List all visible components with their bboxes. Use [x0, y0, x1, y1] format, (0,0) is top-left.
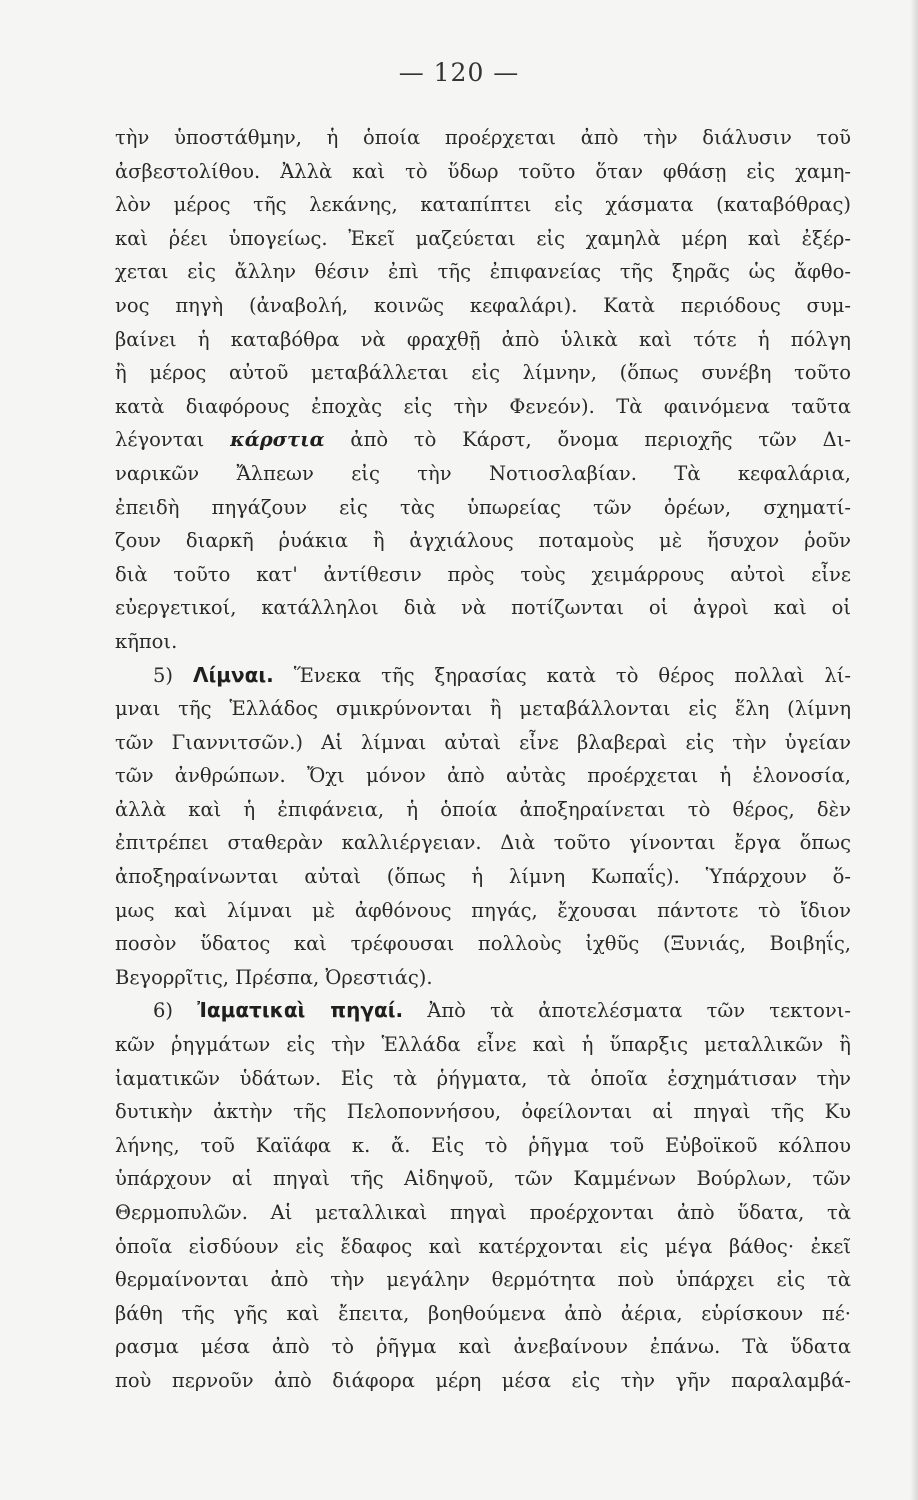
- text-line: βαίνει ἡ καταβόθρα νὰ φραχθῇ ἀπὸ ὑλικὰ καὶ τότε ἡ πόλγη: [115, 327, 851, 351]
- text-line: κῶν ῥηγμάτων εἰς τὴν Ἑλλάδα εἶνε καὶ ἡ ὕπαρξις μεταλλικῶν ἢ: [115, 1033, 851, 1057]
- text-line: λὸν μέρος τῆς λεκάνης, καταπίπτει εἰς χάσματα (καταβόθρας): [115, 193, 851, 217]
- text-fragment: Ἀπὸ τὰ ἀποτελέσματα τῶν τεκτονι-: [403, 999, 851, 1023]
- section-heading-line: [115, 659, 851, 693]
- text-line: μναι τῆς Ἑλλάδος σμικρύνονται ἢ μεταβάλλονται εἰς ἕλη (λίμνη: [115, 697, 851, 721]
- text-line: βάθη τῆς γῆς καὶ ἔπειτα, βοηθούμενα ἀπὸ ἀέρια, εὑρίσκουν πέ·: [115, 1301, 851, 1325]
- text-line: ὑπάρχουν αἱ πηγαὶ τῆς Αἰδηψοῦ, τῶν Καμμένων Βούρλων, τῶν: [115, 1167, 851, 1191]
- text-line: εὐεργετικοί, κατάλληλοι διὰ νὰ ποτίζωνται οἱ ἀγροὶ καὶ οἱ: [115, 596, 851, 620]
- text-line: ἰαματικῶν ὑδάτων. Εἰς τὰ ῥήγματα, τὰ ὁποῖα ἐσχημάτισαν τὴν: [115, 1066, 851, 1090]
- text-line: ἢ μέρος αὐτοῦ μεταβάλλεται εἰς λίμνην, (ὅπως συνέβη τοῦτο: [115, 361, 851, 385]
- text-fragment: λέγονται: [115, 428, 231, 452]
- section-heading-line: [115, 994, 851, 1028]
- text-line: δυτικὴν ἀκτὴν τῆς Πελοποννήσου, ὀφείλονται αἱ πηγαὶ τῆς Κυ: [115, 1100, 851, 1124]
- text-line: νος πηγὴ (ἀναβολή, κοινῶς κεφαλάρι). Κατὰ περιόδους συμ-: [115, 293, 851, 317]
- text-line: ἐπειδὴ πηγάζουν εἰς τὰς ὑπωρείας τῶν ὀρέων, σχηματί-: [115, 495, 851, 519]
- karst-term: κάρστια: [230, 428, 325, 452]
- text-line: ναρικῶν Ἄλπεων εἰς τὴν Νοτιοσλαβίαν. Τὰ κεφαλάρια,: [115, 461, 851, 485]
- text-line: μως καὶ λίμναι μὲ ἀφθόνους πηγάς, ἔχουσαι πάντοτε τὸ ἴδιον: [115, 898, 851, 922]
- section-number: 6): [153, 999, 198, 1023]
- text-line: ἐπιτρέπει σταθερὰν καλλιέργειαν. Διὰ τοῦτο γίνονται ἔργα ὅπως: [115, 831, 851, 855]
- body-text: [115, 121, 851, 1398]
- text-line: Θερμοπυλῶν. Αἱ μεταλλικαὶ πηγαὶ προέρχονται ἀπὸ ὕδατα, τὰ: [115, 1201, 851, 1224]
- text-line: καὶ ῥέει ὑπογείως. Ἐκεῖ μαζεύεται εἰς χαμηλὰ μέρη καὶ ἐξέρ-: [115, 226, 851, 250]
- text-line: χεται εἰς ἄλλην θέσιν ἐπὶ τῆς ἐπιφανείας τῆς ξηρᾶς ὡς ἄφθο-: [115, 260, 851, 284]
- text-line: ποσὸν ὕδατος καὶ τρέφουσαι πολλοὺς ἰχθῦς (Ξυνιάς, Βοιβηΐς,: [115, 932, 851, 956]
- text-line: τῶν ἀνθρώπων. Ὄχι μόνον ἀπὸ αὐτὰς προέρχεται ἡ ἑλονοσία,: [115, 764, 851, 788]
- text-line: τῶν Γιαννιτσῶν.) Αἱ λίμναι αὐταὶ εἶνε βλαβεραὶ εἰς τὴν ὑγείαν: [115, 730, 851, 754]
- text-line: ποὺ περνοῦν ἀπὸ διάφορα μέρη μέσα εἰς τὴν γῆν παραλαμβά-: [115, 1368, 851, 1392]
- text-line: ἀσβεστολίθου. Ἀλλὰ καὶ τὸ ὕδωρ τοῦτο ὅταν φθάσῃ εἰς χαμη-: [115, 159, 851, 183]
- text-fragment: Ἕνεκα τῆς ξηρασίας κατὰ τὸ θέρος πολλαὶ λί-: [273, 663, 851, 687]
- text-line: διὰ τοῦτο κατ' ἀντίθεσιν πρὸς τοὺς χειμάρρους αὐτοὶ εἶνε: [115, 562, 851, 586]
- text-line: κῆποι.: [115, 629, 178, 653]
- text-line: τὴν ὑποστάθμην, ἡ ὁποία προέρχεται ἀπὸ τὴν διάλυσιν τοῦ: [115, 126, 851, 149]
- text-line: ἀλλὰ καὶ ἡ ἐπιφάνεια, ἡ ὁποία ἀποξηραίνεται τὸ θέρος, δὲν: [115, 797, 851, 821]
- page-number: — 120 —: [398, 58, 520, 87]
- text-line: ζουν διαρκῆ ῥυάκια ἢ ἀγχιάλους ποταμοὺς μὲ ἥσυχον ῥοῦν: [115, 529, 851, 553]
- text-line-with-term: [115, 423, 851, 457]
- text-fragment: ἀπὸ τὸ Κάρστ, ὄνομα περιοχῆς τῶν Δι-: [324, 428, 851, 452]
- text-line: λήνης, τοῦ Καϊάφα κ. ἄ. Εἰς τὸ ῥῆγμα τοῦ Εὐβοϊκοῦ κόλπου: [115, 1133, 851, 1157]
- text-line: Βεγορρῖτις, Πρέσπα, Ὀρεστιάς).: [115, 965, 433, 989]
- page-edge-shadow: [910, 0, 918, 1500]
- text-line: κατὰ διαφόρους ἐποχὰς εἰς τὴν Φενεόν). Τὰ φαινόμενα ταῦτα: [115, 394, 851, 418]
- text-line: ὁποῖα εἰσδύουν εἰς ἔδαφος καὶ κατέρχονται εἰς μέγα βάθος· ἐκεῖ: [115, 1234, 851, 1258]
- section-heading-lakes: Λίμναι.: [193, 662, 274, 687]
- text-line: ρασμα μέσα ἀπὸ τὸ ῥῆγμα καὶ ἀνεβαίνουν ἐπάνω. Τὰ ὕδατα: [115, 1335, 851, 1359]
- text-line: θερμαίνονται ἀπὸ τὴν μεγάλην θερμότητα ποὺ ὑπάρχει εἰς τὰ: [115, 1268, 851, 1292]
- section-number: 5): [153, 663, 193, 687]
- section-heading-springs: Ἰαματικαὶ πηγαί.: [197, 998, 404, 1023]
- text-line: ἀποξηραίνωνται αὐταὶ (ὅπως ἡ λίμνη Κωπαΐς). Ὑπάρχουν ὅ-: [115, 865, 851, 889]
